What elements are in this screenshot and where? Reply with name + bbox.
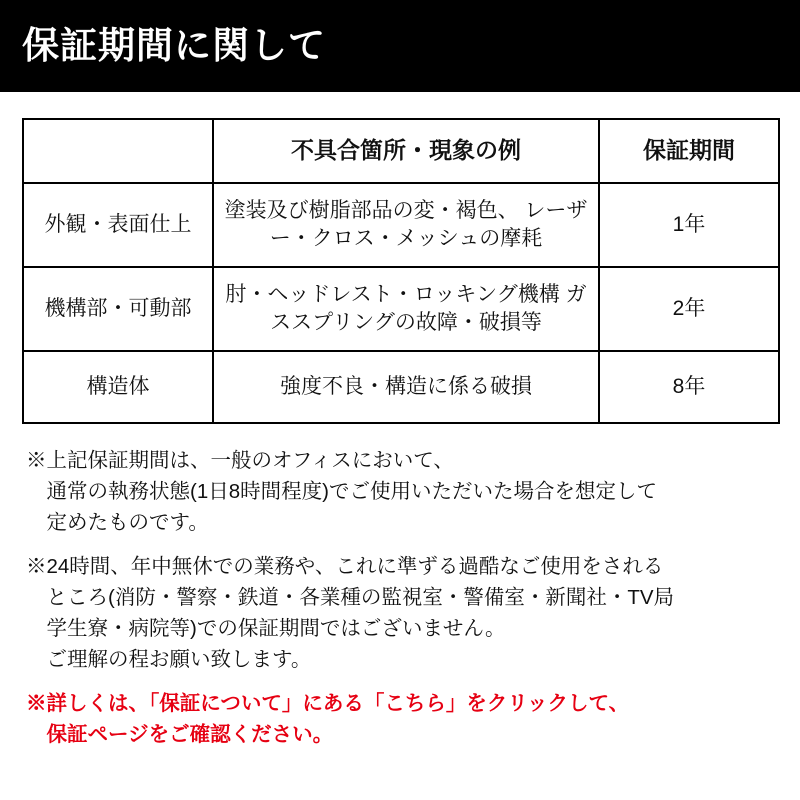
note-line: ところ(消防・警察・鉄道・各業種の監視室・警備室・新聞社・TV局 xyxy=(26,586,675,609)
page-header xyxy=(0,0,800,92)
row-description-line: ガススプリングの故障・破損等 xyxy=(270,282,587,334)
table-body xyxy=(23,183,779,423)
row-term: 2年 xyxy=(599,267,779,351)
note-item-alert xyxy=(26,689,774,751)
row-description xyxy=(213,267,599,351)
table-header-row xyxy=(23,119,779,183)
row-description-line: 肘・ヘッドレスト・ロッキング機構 xyxy=(225,282,560,306)
table-row xyxy=(23,351,779,423)
notes-section xyxy=(22,446,778,751)
note-line: ※詳しくは、「保証について」にある「こちら」をクリックして、 xyxy=(26,692,630,716)
row-description-line: 塗装及び樹脂部品の変・褐色、 xyxy=(224,198,519,222)
note-line: 保証ページをご確認ください。 xyxy=(26,723,334,746)
row-description-line: 強度不良・構造に係る破損 xyxy=(280,374,532,398)
row-description xyxy=(213,183,599,267)
row-term: 1年 xyxy=(599,183,779,267)
note-line: 学生寮・病院等)での保証期間ではございません。 xyxy=(26,616,506,640)
warranty-table xyxy=(22,118,780,424)
row-category: 外観・表面仕上 xyxy=(23,183,213,267)
table-header-description: 不具合箇所・現象の例 xyxy=(213,119,599,183)
note-line: ※上記保証期間は、一般のオフィスにおいて、 xyxy=(26,449,454,472)
table-row xyxy=(23,183,779,267)
note-line: ※24時間、年中無休での業務や、これに準ずる過酷なご使用をされる xyxy=(26,555,664,579)
row-category: 機構部・可動部 xyxy=(23,267,213,351)
note-line: ご理解の程お願い致します。 xyxy=(26,647,312,671)
note-line: 定めたものです。 xyxy=(26,510,209,534)
note-line: 通常の執務状態(1日8時間程度)でご使用いただいた場合を想定して xyxy=(26,479,657,503)
table-row xyxy=(23,267,779,351)
page-content xyxy=(0,92,800,751)
table-header xyxy=(23,119,779,183)
row-description-line: レーザー・クロス・メッシュの摩耗 xyxy=(269,198,588,250)
table-header-blank xyxy=(23,119,213,183)
table-header-term: 保証期間 xyxy=(599,119,779,183)
row-term: 8年 xyxy=(599,351,779,423)
row-category: 構造体 xyxy=(23,351,213,423)
note-item xyxy=(26,446,774,538)
row-description xyxy=(213,351,599,423)
page-title: 保証期間に関して xyxy=(22,24,326,66)
note-item xyxy=(26,552,774,675)
